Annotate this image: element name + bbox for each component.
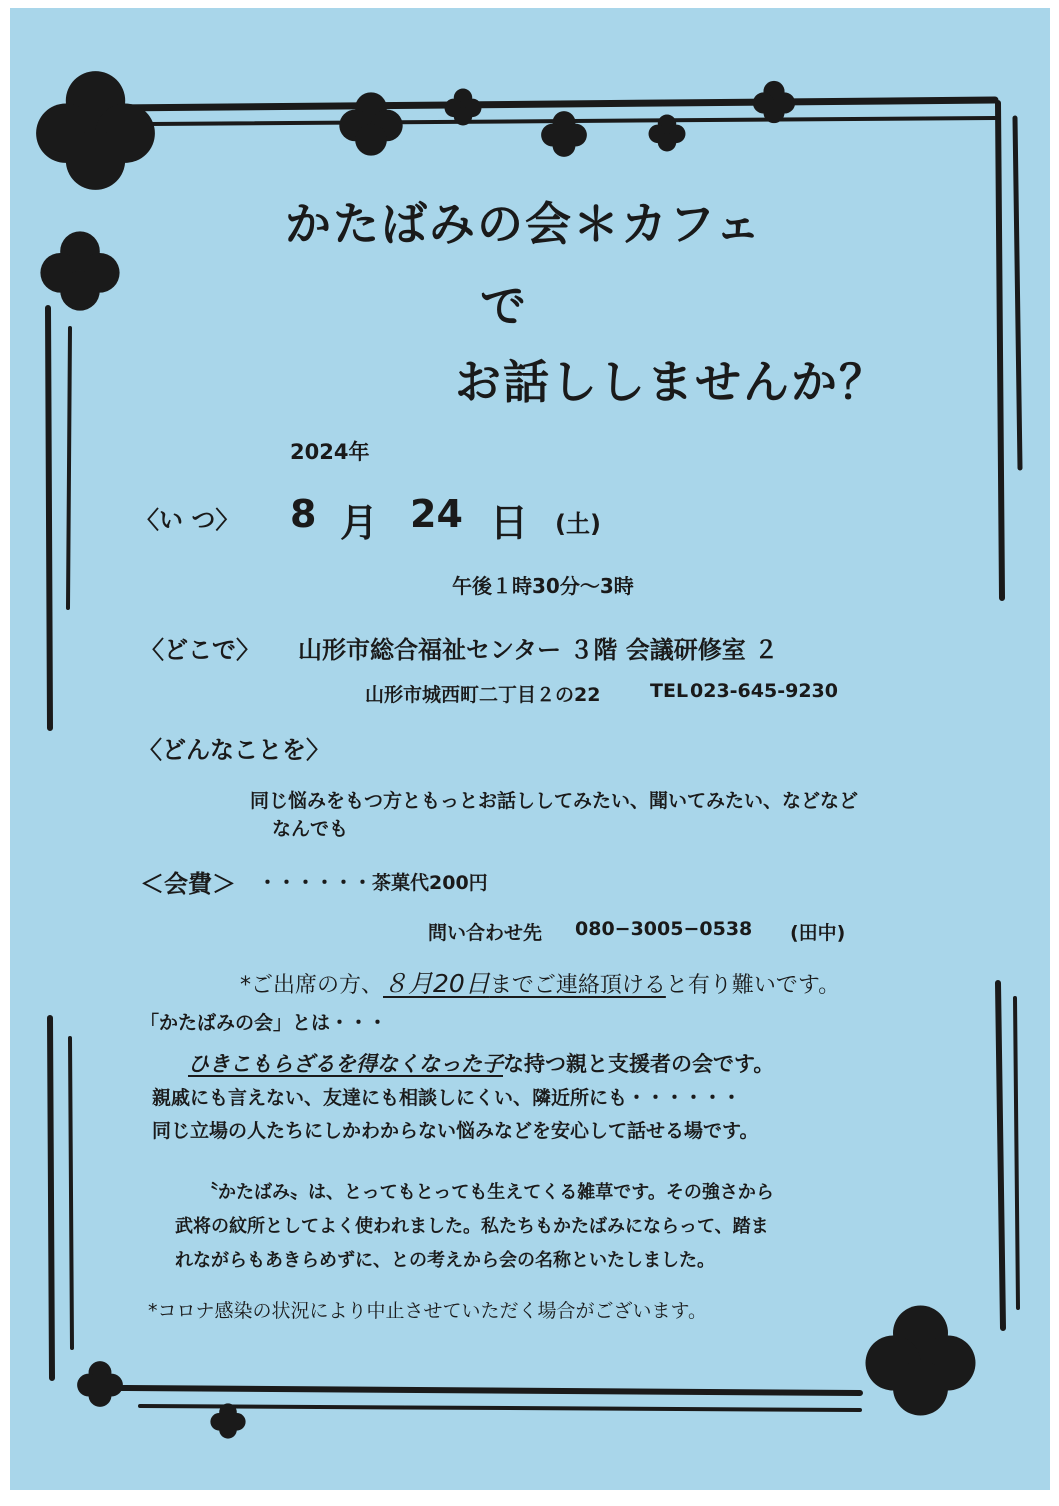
about-para2-line-1: 〝かたばみ〟は、とってもとっても生えてくる雑草です。その強さから (200, 1182, 774, 1203)
cancellation-note: *コロナ感染の状況により中止させていただく場合がございます。 (148, 1300, 707, 1322)
fee-value: ・・・・・・茶菓代200円 (258, 872, 488, 894)
clover-icon (538, 108, 590, 160)
what-line-2: なんでも (272, 818, 349, 840)
rsvp-prefix: *ご出席の方、 (240, 973, 384, 998)
what-line-1: 同じ悩みをもつ方ともっとお話ししてみたい、聞いてみたい、などなど (250, 790, 859, 812)
title-line-1: かたばみの会＊カフェ (285, 197, 763, 251)
event-time: 午後１時30分～3時 (452, 574, 634, 598)
clover-icon (750, 78, 798, 126)
about-line-3: 同じ立場の人たちにしかわからない悩みなどを安心して話せる場です。 (152, 1120, 759, 1142)
about-line-2: 親戚にも言えない、友達にも相談しにくい、隣近所にも・・・・・・ (152, 1087, 742, 1109)
clover-icon (35, 226, 125, 316)
where-label: 〈どこで〉 (140, 636, 260, 664)
flyer-page (10, 8, 1050, 1490)
event-year: 2024年 (290, 440, 370, 464)
clover-icon (442, 86, 484, 128)
rsvp-note (240, 964, 840, 1000)
contact-name: (田中) (790, 922, 846, 944)
rsvp-suffix: と有り難いです。 (665, 973, 841, 998)
contact-phone: 080−3005−0538 (575, 918, 753, 940)
venue: 山形市総合福祉センター ３階 会議研修室 ２ (298, 636, 779, 664)
when-label: 〈い つ〉 (135, 506, 240, 534)
what-label: 〈どんなことを〉 (138, 736, 330, 764)
rsvp-contact-request: までご連絡頂ける (489, 973, 666, 998)
date-weekday: (土) (555, 510, 601, 538)
address: 山形市城西町二丁目２の22 (365, 684, 601, 706)
about-heading: 「かたばみの会」とは・・・ (140, 1012, 388, 1034)
rsvp-deadline: ８月20日 (383, 969, 490, 998)
clover-icon (208, 1401, 248, 1441)
date-day-unit: 日 (490, 501, 529, 545)
date-month: 8 (290, 492, 317, 536)
about-para2-line-2: 武将の紋所としてよく使われました。私たちもかたばみにならって、踏ま (175, 1216, 769, 1237)
contact-label: 問い合わせ先 (428, 922, 543, 944)
clover-icon (74, 1358, 126, 1410)
title-line-3: お話ししませんか？ (455, 355, 887, 409)
clover-icon (335, 88, 407, 160)
date-day: 24 (410, 492, 463, 536)
clover-icon (28, 63, 163, 198)
about-emphasis: ひきこもらざるを得なくなった子 (188, 1052, 503, 1076)
about-line-1 (188, 1048, 774, 1078)
clover-icon (858, 1298, 983, 1423)
clover-icon (646, 112, 688, 154)
tel-label: TEL (650, 680, 689, 702)
about-line-1-rest: な持つ親と支援者の会です。 (503, 1052, 775, 1076)
title-line-2: で (480, 279, 528, 333)
date-month-unit: 月 (340, 501, 379, 545)
about-para2-line-3: れながらもあきらめずに、との考えから会の名称といたしました。 (175, 1250, 715, 1271)
tel-number: 023-645-9230 (690, 680, 838, 702)
fee-label: ＜会費＞ (140, 870, 236, 898)
